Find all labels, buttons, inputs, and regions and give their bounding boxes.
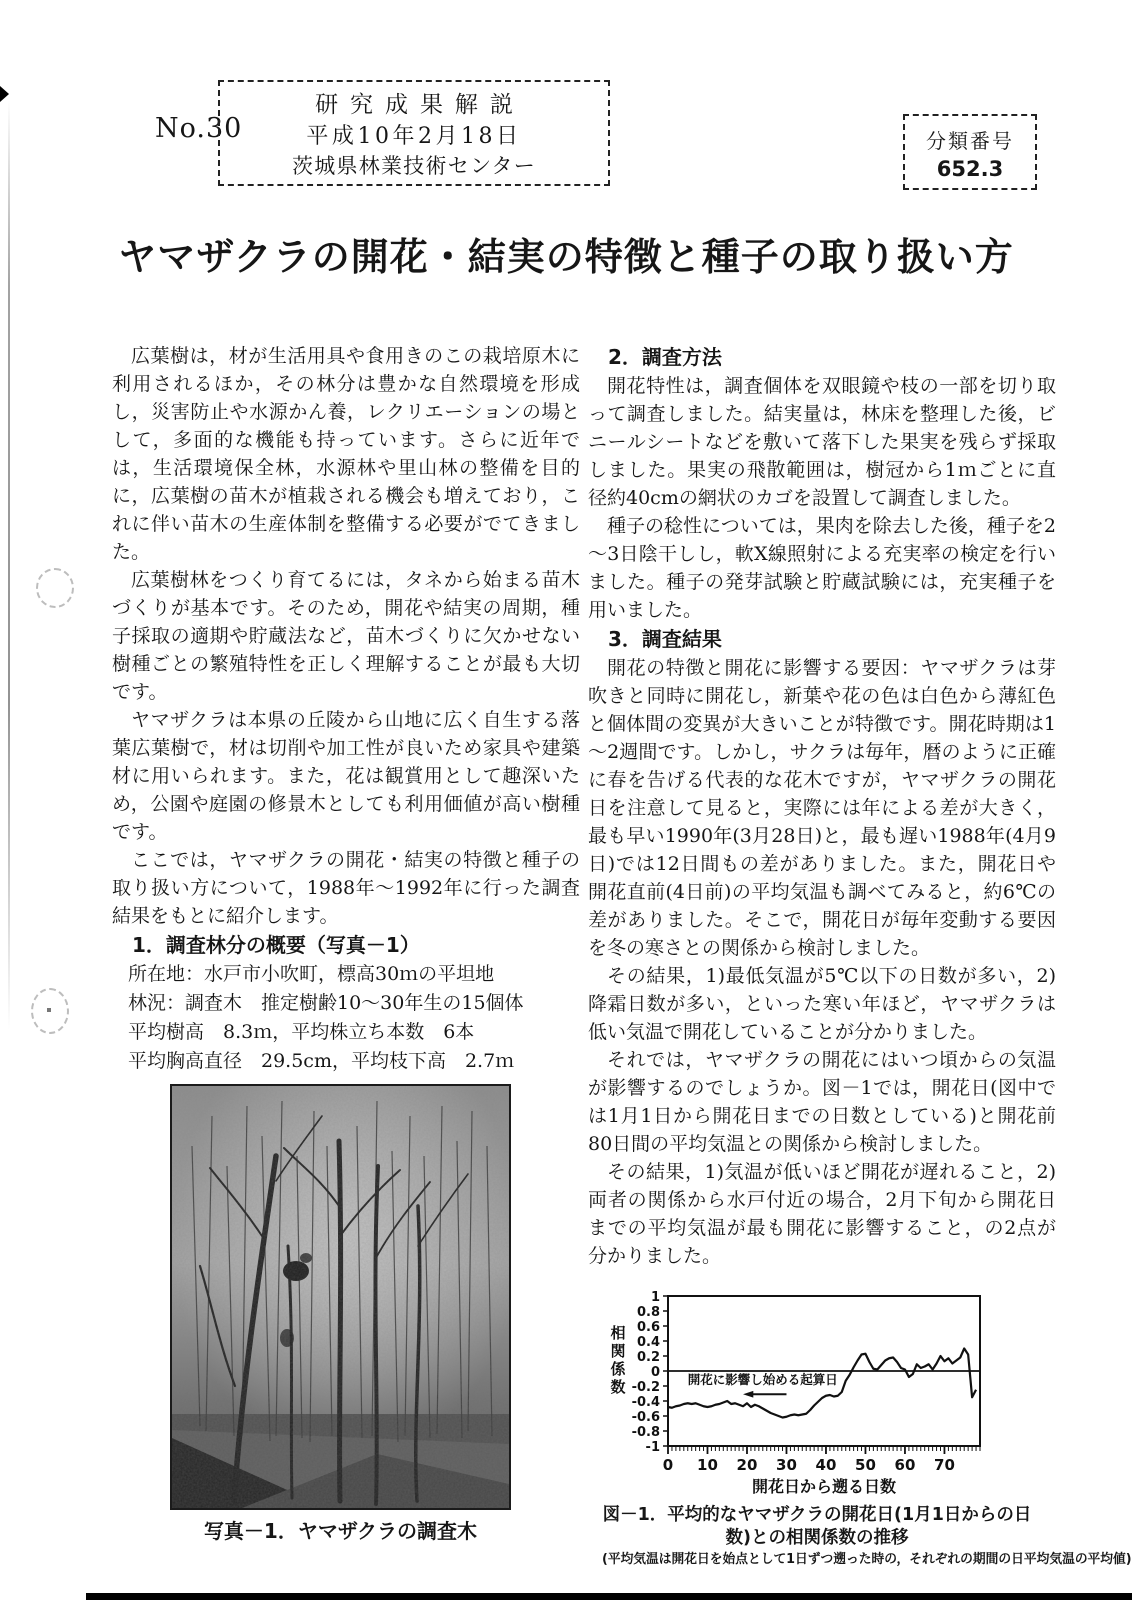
site-info-line: 林況：調査木 推定樹齢10～30年生の15個体	[128, 992, 524, 1014]
body-paragraph: それでは，ヤマザクラの開花にはいつ頃からの気温が影響するのでしょうか。図－1では，開花日(図中では1月1日から開花日までの日数としている)と開花前80日間の平均気温との関係から検討しました。	[588, 1049, 1056, 1155]
body-paragraph: その結果，1)最低気温が5℃以下の日数が多い，2)降霜日数が多い，といった寒い年ほど，ヤマザクラは低い気温で開花していることが分かりました。	[588, 965, 1056, 1043]
svg-text:50: 50	[855, 1456, 876, 1474]
svg-text:相: 相	[610, 1324, 626, 1342]
svg-text:20: 20	[736, 1456, 758, 1474]
right-column	[588, 342, 1132, 1568]
svg-text:1: 1	[650, 1290, 660, 1305]
svg-text:数: 数	[610, 1378, 626, 1396]
body-paragraph: 開花特性は，調査個体を双眼鏡や枝の一部を切り取って調査しました。結実量は，林床を整理した後，ビニールシートなどを敷いて落下した果実を残らず採取しました。果実の飛散範囲は，樹冠から1ｍごとに直径約40cmの網状のカゴを設置して調査しました。	[588, 375, 1056, 509]
svg-text:60: 60	[894, 1456, 916, 1474]
publisher-name: 茨城県林業技術センター	[291, 154, 537, 178]
body-paragraph: 広葉樹は，材が生活用具や食用きのこの栽培原木に利用されるほか，その林分は豊かな自然環境を形成し，災害防止や水源かん養，レクリエーションの場として，多面的な機能も持っています。さらに近年では，生活環境保全林，水源林や里山林の整備を目的に，広葉樹の苗木が植栽される機会も増えており，これに伴い苗木の生産体制を整備する必要がでてきました。	[112, 345, 580, 563]
svg-text:0.2: 0.2	[636, 1350, 660, 1365]
body-paragraph: その結果，1)気温が低いほど開花が遅れること，2)両者の関係から水戸付近の場合，2月下旬から開花日までの平均気温が最も開花に影響すること，の2点が分かりました。	[588, 1161, 1056, 1267]
page-title: ヤマザクラの開花・結実の特徴と種子の取り扱い方	[118, 235, 1014, 279]
left-column	[112, 342, 580, 1545]
svg-text:0: 0	[650, 1365, 660, 1380]
svg-text:-0.8: -0.8	[631, 1425, 660, 1440]
body-paragraph: ヤマザクラは本県の丘陵から山地に広く自生する落葉広葉樹で，材は切削や加工性が良いため家具や建築材に用いられます。また，花は観賞用として趣深いため，公園や庭園の修景木としても利用価値が高い樹種です。	[112, 709, 580, 843]
classification-label: 分類番号	[926, 129, 1014, 153]
publication-date: 平成10年2月18日	[306, 124, 522, 149]
figure1-caption: 図－1．平均的なヤマザクラの開花日(1月1日からの日数)との相関係数の推移	[602, 1505, 1032, 1548]
section-heading-1: 1．調査林分の概要（写真－1）	[132, 933, 420, 957]
svg-text:30: 30	[776, 1456, 797, 1474]
svg-text:0.6: 0.6	[636, 1320, 660, 1335]
registration-mark-circle	[31, 988, 69, 1034]
svg-text:-1: -1	[645, 1440, 660, 1455]
body-paragraph: 種子の稔性については，果肉を除去した後，種子を2～3日陰干しし，軟X線照射による充実率の検定を行いました。種子の発芽試験と貯蔵試験には，充実種子を用いました。	[588, 515, 1056, 621]
issue-number: No.30	[155, 113, 243, 144]
body-paragraph: 広葉樹林をつくり育てるには，タネから始まる苗木づくりが基本です。そのため，開花や結実の周期，種子採取の適期や貯蔵法など，苗木づくりに欠かせない樹種ごとの繁殖特性を正しく理解することが最も大切です。	[112, 569, 580, 703]
svg-text:-0.6: -0.6	[631, 1410, 660, 1425]
classification-box	[903, 114, 1037, 190]
body-paragraph: 開花の特徴と開花に影響する要因：ヤマザクラは芽吹きと同時に開花し，新葉や花の色は白色から薄紅色と個体間の変異が大きいことが特徴です。開花時期は1～2週間です。しかし，サクラは毎年，暦のように正確に春を告げる代表的な花木ですが，ヤマザクラの開花日を注意して見ると，実際には年による差が大きく，最も早い1990年(3月28日)と，最も遅い1988年(4月9日)では12日間もの差がありました。また，開花日や開花直前(4日前)の平均気温も調べてみると，約6℃の差がありました。そこで，開花日が毎年変動する要因を冬の寒さとの関係から検討しました。	[588, 657, 1056, 959]
svg-text:0.8: 0.8	[636, 1305, 660, 1320]
site-info-line: 平均胸高直径 29.5cm，平均枝下高 2.7ｍ	[128, 1050, 515, 1072]
publication-stamp-box	[218, 80, 610, 186]
svg-text:0.4: 0.4	[636, 1335, 660, 1350]
figure1-block	[602, 1274, 1132, 1568]
svg-text:70: 70	[934, 1456, 955, 1474]
section-heading-3: 3．調査結果	[608, 627, 722, 651]
publication-type: 研究成果解説	[315, 92, 525, 118]
registration-mark-circle	[36, 568, 74, 608]
figure1-chart	[602, 1274, 1022, 1496]
photo-caption: 写真－1．ヤマザクラの調査木	[203, 1519, 478, 1543]
svg-text:40: 40	[815, 1456, 837, 1474]
svg-text:関: 関	[610, 1342, 626, 1360]
svg-text:-0.4: -0.4	[631, 1395, 660, 1410]
classification-number: 652.3	[936, 157, 1004, 181]
survey-forest-photo	[170, 1084, 511, 1510]
site-info-line: 所在地：水戸市小吹町，標高30ｍの平坦地	[128, 963, 495, 985]
svg-text:開花日から遡る日数: 開花日から遡る日数	[751, 1477, 897, 1496]
svg-text:-0.2: -0.2	[631, 1380, 660, 1395]
svg-text:係: 係	[610, 1360, 626, 1378]
svg-text:開花に影響し始める起算日: 開花に影響し始める起算日	[687, 1371, 838, 1387]
photo-block	[170, 1084, 511, 1545]
svg-text:0: 0	[662, 1456, 674, 1474]
svg-text:10: 10	[697, 1456, 718, 1474]
section-heading-2: 2．調査方法	[608, 345, 722, 369]
registration-mark-dot	[47, 1008, 51, 1012]
figure1-subcaption: (平均気温は開花日を始点として1日ずつ遡った時の，それぞれの期間の日平均気温の平均値)	[602, 1552, 1132, 1567]
site-info-line: 平均樹高 8.3ｍ，平均株立ち本数 6本	[128, 1021, 475, 1043]
page-bottom-rule	[86, 1593, 1132, 1600]
body-paragraph: ここでは，ヤマザクラの開花・結実の特徴と種子の取り扱い方について，1988年～1992年に行った調査結果をもとに紹介します。	[112, 849, 580, 927]
